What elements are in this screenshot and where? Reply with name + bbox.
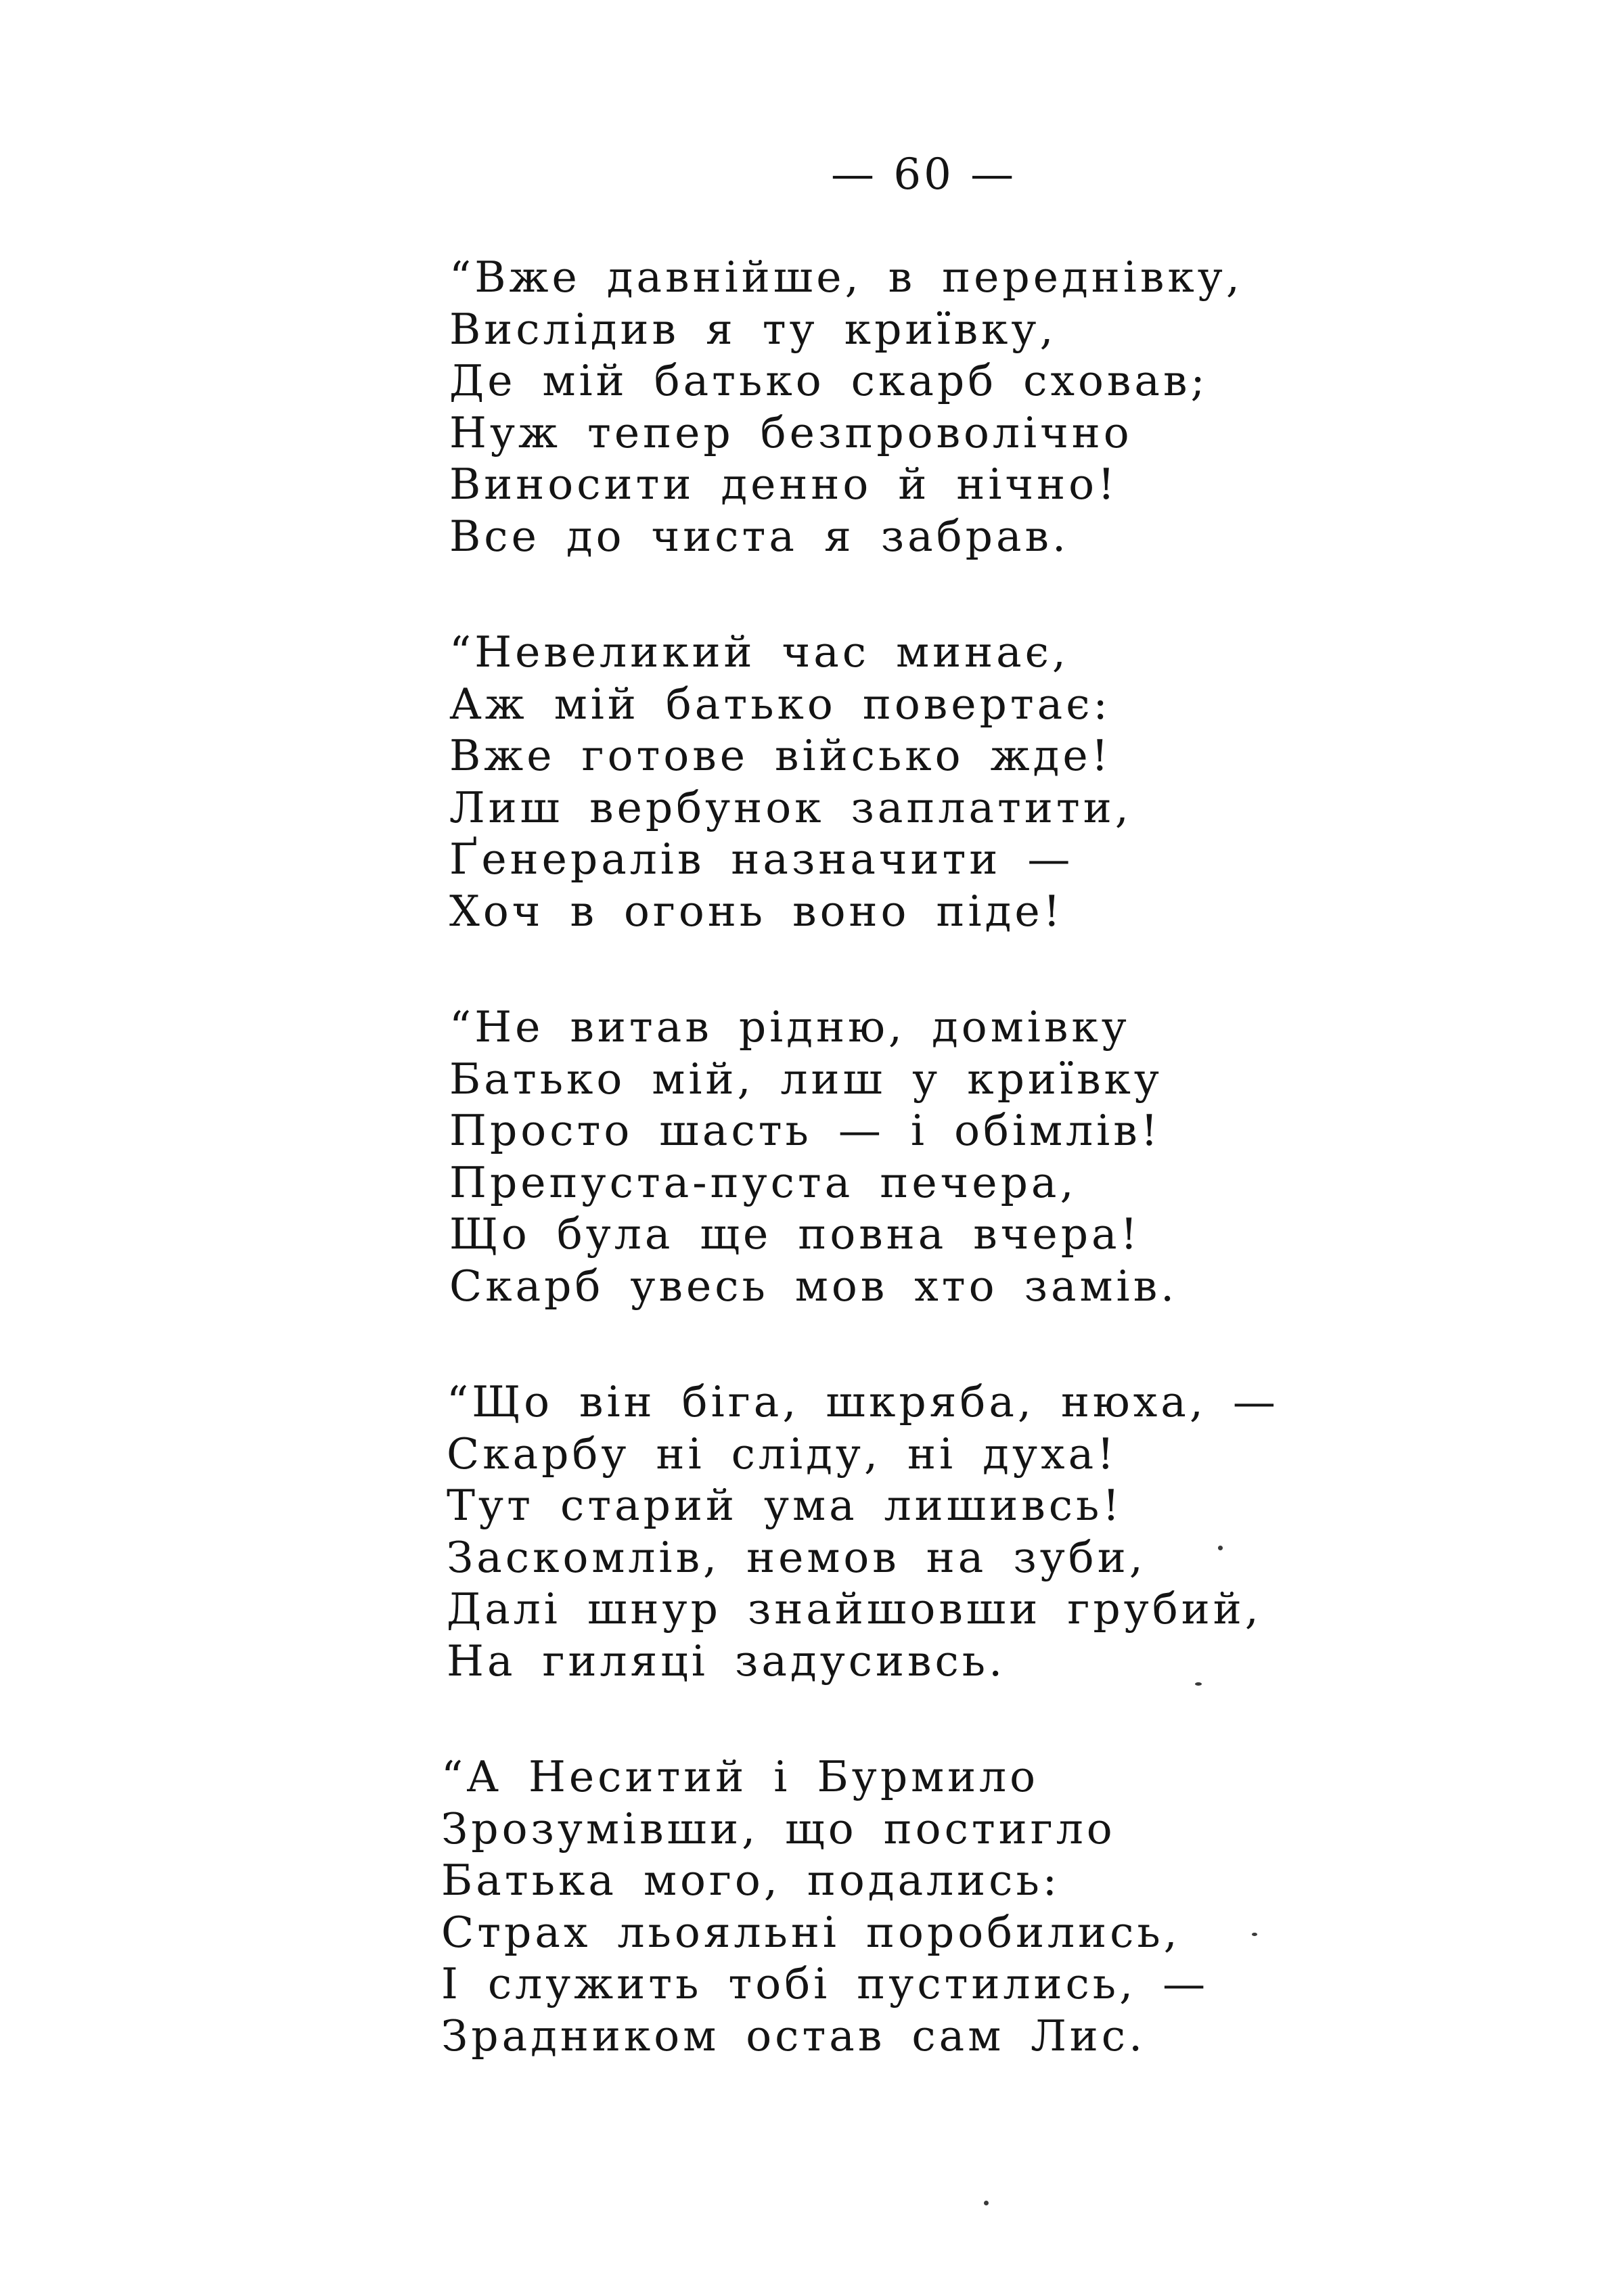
poem-line: Тут старий ума лишивсь! <box>447 1481 1123 1530</box>
stanza-3 <box>449 1002 1397 1312</box>
poem-line: Що була ще повна вчера! <box>449 1209 1141 1259</box>
print-speck <box>1195 1682 1202 1686</box>
stanza-2 <box>449 627 1397 937</box>
poem-line: Батько мій, лиш у криївку <box>449 1054 1163 1104</box>
poem-line: Скарбу ні сліду, ні духа! <box>447 1429 1118 1479</box>
print-speck <box>1218 1546 1223 1550</box>
poem-line: Лиш вербунок заплатити, <box>449 782 1132 832</box>
poem-line: Зрадником остав сам Лис. <box>441 2010 1146 2061</box>
poem-line: Страх льояльні поробились, <box>441 1907 1181 1957</box>
poem-line: Хоч в огонь воно піде! <box>449 886 1064 936</box>
poem-line: На гиляці задусивсь. <box>447 1636 1006 1686</box>
stanza-5 <box>441 1751 1389 2062</box>
poem-line: Ґенералів назначити — <box>449 834 1074 884</box>
poem-line: Виносити денно й нічно! <box>449 459 1119 509</box>
poem-line: І служить тобі пустились, — <box>441 1959 1209 2008</box>
poem-line: Вже готове військо жде! <box>449 731 1112 780</box>
poem-line: Нуж тепер безпроволічно <box>449 407 1133 457</box>
poem-line: Скарб увесь мов хто замів. <box>449 1261 1178 1311</box>
poem-line: Препуста-пуста печера, <box>449 1157 1077 1207</box>
poem-line: “Вже давнійше, в переднівку, <box>449 252 1243 302</box>
print-speck <box>1252 1933 1257 1936</box>
stanza-1 <box>449 252 1397 562</box>
poem-line: Зрозумівши, що постигло <box>441 1803 1116 1854</box>
poem-line: “Не витав рідню, домівку <box>449 1002 1130 1052</box>
poem-line: Де мій батько скарб сховав; <box>449 356 1209 405</box>
poem-line: Просто шасть — і обімлів! <box>449 1106 1162 1155</box>
poem-line: Все до чиста я забрав. <box>449 511 1070 561</box>
page-number: — 60 — <box>831 150 1017 200</box>
stanza-4 <box>447 1376 1394 1687</box>
poem-line: Батька мого, подались: <box>441 1856 1060 1905</box>
poem-line: Аж мій батько повертає: <box>449 679 1111 729</box>
poem-line: “А Неситий і Бурмило <box>441 1752 1039 1801</box>
poem-line: “Невеликий час минає, <box>449 627 1069 677</box>
poem-line: “Що він біга, шкряба, нюха, — <box>447 1377 1279 1426</box>
poem-line: Далі шнур знайшовши грубий, <box>447 1584 1262 1634</box>
poem-line: Заскомлів, немов на зуби, <box>447 1532 1146 1582</box>
poem-line: Вислідив я ту криївку, <box>449 304 1057 354</box>
print-speck <box>984 2201 989 2205</box>
